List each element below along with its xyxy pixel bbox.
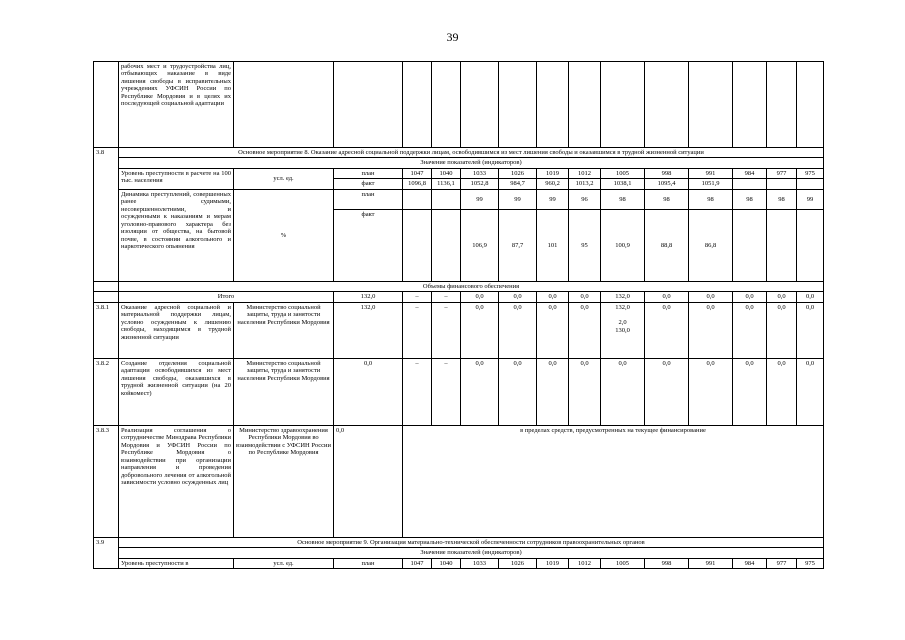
value-cell: 1012 [569,168,601,178]
value-cell: 0,0 [569,292,601,302]
measure-number: 3.8.3 [94,425,119,537]
value-cell: 1040 [432,168,461,178]
value-cell: 977 [767,168,797,178]
value-cell: 0,0 [537,302,569,358]
value-cell: 1013,2 [569,179,601,189]
value-cell [767,209,797,281]
measure-total: 0,0 [334,425,403,537]
measure-number: 3.8.2 [94,358,119,425]
indicators-header: Значение показателей (индикаторов) [119,548,824,558]
plan-label: план [334,168,403,178]
value-cell: 1095,4 [645,179,689,189]
value-cell: 0,0 [797,302,824,358]
value-sub: 2,0 [618,319,627,327]
value-cell: 1019 [537,558,569,568]
measure-executor: Министерство здравоохранения Республики Мордовия во взаимодействии с УФСИН России по Республике Мордовия [234,425,334,537]
table-row [94,558,824,568]
value-cell: 0,0 [569,358,601,425]
value-cell: 0,0 [461,358,499,425]
value-cell: 96 [569,189,601,209]
value-main: 132,0 [615,303,630,311]
value-cell [403,189,432,209]
section-number: 3.8 [94,148,119,282]
indicators-header: Значение показателей (индикаторов) [119,158,824,168]
value-cell: 0,0 [767,292,797,302]
value-sub: 130,0 [615,326,630,334]
value-cell: 1047 [403,168,432,178]
measure-total: 0,0 [334,358,403,425]
value-cell: 1040 [432,558,461,568]
value-cell: 1033 [461,558,499,568]
value-cell: 0,0 [797,292,824,302]
value-cell: 99 [537,189,569,209]
value-cell: 88,8 [645,209,689,281]
value-cell: 0,0 [797,358,824,425]
value-cell: – [403,302,432,358]
total-row [94,292,824,302]
value-cell: 0,0 [645,302,689,358]
financing-note: в пределах средств, предусмотренных на текущее финансирование [403,425,824,537]
value-cell: 1047 [403,558,432,568]
value-cell: 0,0 [767,358,797,425]
value-cell: 0,0 [569,302,601,358]
value-cell: 977 [767,558,797,568]
value-cell: 0,0 [601,358,645,425]
value-cell: 98 [601,189,645,209]
value-cell: – [432,302,461,358]
value-cell: 132,0 [601,292,645,302]
measure-name: рабочих мест и трудоустройства лиц, отбывающих наказание в виде лишения свободы в исправительных учреждениях УФСИН России по Республике Мордовия и в целях их последующей социальной адаптации [119,62,234,148]
value-cell: 0,0 [461,302,499,358]
plan-label: план [334,189,403,209]
value-cell: 98 [689,189,733,209]
value-cell [797,209,824,281]
value-cell: 0,0 [733,358,767,425]
fact-label: факт [334,179,403,189]
value-cell: 1033 [461,168,499,178]
page-number: 39 [446,30,459,44]
value-cell: – [403,292,432,302]
value-cell: 0,0 [499,358,537,425]
value-cell: 0,0 [689,358,733,425]
value-cell: 0,0 [689,302,733,358]
value-cell: 99 [461,189,499,209]
section-title: Основное мероприятие 9. Организация материально-технической обеспеченности сотрудников правоохранительных органов [119,537,824,547]
value-cell: 1005 [601,558,645,568]
value-cell: – [403,358,432,425]
measure-name: Оказание адресной социальной и материальной поддержки лицам, условно осужденным к лишению свободы, находящимся в трудной жизненной ситуации [119,302,234,358]
section-row [94,148,824,158]
indicator-name: Уровень преступности в расчете на 100 тыс. населения [119,168,234,189]
section-number: 3.9 [94,537,119,568]
measure-total: 132,0 [334,302,403,358]
value-cell: 1096,8 [403,179,432,189]
table-row [94,62,824,148]
value-cell [797,179,824,189]
value-cell [733,209,767,281]
indicator-unit: % [234,189,334,281]
value-cell: 101 [537,209,569,281]
value-cell: 991 [689,168,733,178]
measure-name: Создание отделения социальной адаптации освободившихся из мест лишения свободы, оказавшихся в трудной жизненной ситуации (на 20 койкомест) [119,358,234,425]
table-row [94,168,824,178]
value-cell: 991 [689,558,733,568]
table-row [94,302,824,358]
value-cell: 984 [733,558,767,568]
value-cell: 1052,8 [461,179,499,189]
value-cell: – [432,292,461,302]
fact-label: факт [334,209,403,281]
value-cell: 998 [645,558,689,568]
indicator-name: Динамика преступлений, совершенных ранее судимыми, несовершеннолетними, и осужденными к наказаниям и мерам уголовно-правового характера без изоляции от общества, на бытовой почве, в состоянии алкогольного и наркотического опьянения [119,189,234,281]
table-row [94,358,824,425]
measure-executor: Министерство социальной защиты, труда и занятости населения Республики Мордовия [234,358,334,425]
value-cell [403,209,432,281]
value-cell: 0,0 [733,292,767,302]
value-cell: 98 [733,189,767,209]
value-cell: 998 [645,168,689,178]
value-cell: 960,2 [537,179,569,189]
value-cell: 0,0 [461,292,499,302]
value-cell: 1026 [499,168,537,178]
value-cell: 1005 [601,168,645,178]
finance-header: Объемы финансового обеспечения [119,281,824,291]
value-cell: 1012 [569,558,601,568]
value-cell: 975 [797,558,824,568]
section-row [94,537,824,547]
value-cell: – [432,358,461,425]
value-cell: 984,7 [499,179,537,189]
value-cell: 98 [645,189,689,209]
total-sum: 132,0 [334,292,403,302]
table-row [94,425,824,537]
value-cell: 0,0 [767,302,797,358]
section-title: Основное мероприятие 8. Оказание адресной социальной поддержки лицам, освободившимся из мест лишения свободы и оказавшимся в трудной жизненной ситуации [119,148,824,158]
value-cell: 106,9 [461,209,499,281]
indicator-name: Уровень преступности в [119,558,234,568]
value-cell [767,179,797,189]
value-cell: 100,9 [601,209,645,281]
value-cell: 1051,9 [689,179,733,189]
value-cell: 1026 [499,558,537,568]
value-cell: 1136,1 [432,179,461,189]
indicator-unit: усл. ед. [234,168,334,189]
value-cell: 1038,1 [601,179,645,189]
value-cell: 95 [569,209,601,281]
measure-name: Реализация соглашения о сотрудничестве Минздрава Республики Мордовия и УФСИН России по Республике Мордовия о взаимодействии при организации направления и проведения добровольного лечения от алкогольной зависимости условно осужденных лиц [119,425,234,537]
value-cell: 0,0 [499,302,537,358]
value-cell [432,209,461,281]
value-cell: 0,0 [645,358,689,425]
value-cell: 0,0 [537,292,569,302]
value-cell: 0,0 [645,292,689,302]
value-cell: 99 [797,189,824,209]
value-cell: 87,7 [499,209,537,281]
plan-label: план [334,558,403,568]
value-cell [432,189,461,209]
value-cell: 86,8 [689,209,733,281]
program-table [93,61,824,569]
value-cell: 975 [797,168,824,178]
value-cell: 0,0 [499,292,537,302]
value-cell-multi [601,302,645,358]
indicator-unit: усл. ед. [234,558,334,568]
value-cell: 1019 [537,168,569,178]
measure-executor: Министерство социальной защиты, труда и занятости населения Республики Мордовия [234,302,334,358]
value-cell: 0,0 [733,302,767,358]
value-cell: 984 [733,168,767,178]
table-row [94,189,824,209]
value-cell [733,179,767,189]
value-cell: 0,0 [537,358,569,425]
value-cell: 0,0 [689,292,733,302]
value-cell: 98 [767,189,797,209]
total-label: Итого [119,292,334,302]
measure-number: 3.8.1 [94,302,119,358]
value-cell: 99 [499,189,537,209]
